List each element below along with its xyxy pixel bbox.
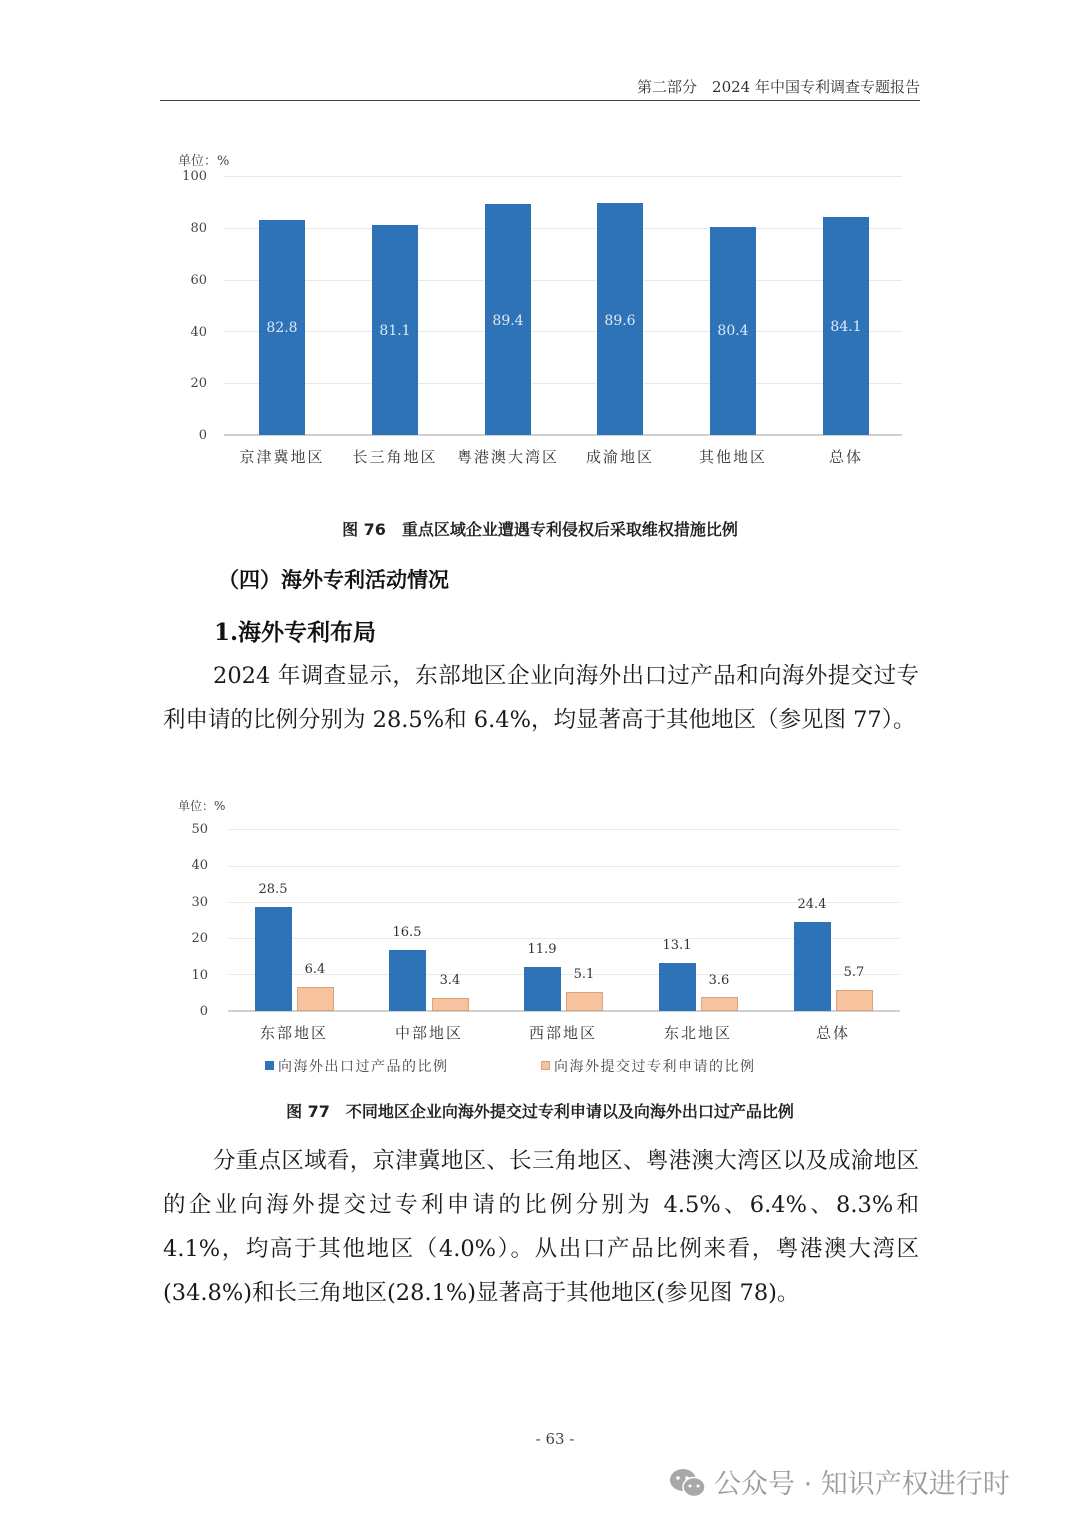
y-tick: 30 (191, 895, 208, 910)
bar-patent-total (836, 990, 873, 1011)
y-tick: 20 (191, 931, 208, 946)
bar-value-label: 24.4 (797, 897, 827, 912)
unit-label: 单位：% (178, 154, 230, 169)
header-title: 第二部分 2024 年中国专利调查专题报告 (637, 78, 920, 96)
legend-item-export (265, 1056, 449, 1076)
y-tick: 60 (190, 273, 207, 288)
subsection-heading: 1.海外专利布局 (214, 619, 377, 646)
bar-export-central (389, 950, 426, 1011)
x-category-label: 西部地区 (528, 1024, 597, 1042)
legend-label: 向海外出口过产品的比例 (278, 1059, 449, 1075)
bar-value-label: 28.5 (258, 882, 288, 897)
y-tick: 80 (190, 221, 207, 236)
x-category-label: 总体 (828, 448, 863, 466)
page-number: - 63 - (535, 1430, 575, 1448)
y-tick: 50 (191, 822, 208, 837)
bar-export-total (794, 922, 831, 1011)
bar-value-label: 6.4 (304, 962, 326, 977)
y-tick: 40 (191, 858, 208, 873)
x-category-label: 中部地区 (394, 1024, 463, 1042)
bar-value-label: 81.1 (379, 323, 411, 339)
watermark (668, 1462, 1010, 1501)
bar-value-label: 3.6 (708, 973, 730, 988)
bar-value-label: 11.9 (527, 942, 557, 957)
bar-value-label: 5.1 (573, 967, 595, 982)
section-heading: （四）海外专利活动情况 (218, 567, 449, 592)
x-category-label: 其他地区 (698, 448, 767, 466)
x-category-label: 长三角地区 (352, 448, 438, 466)
bar-export-east (255, 907, 292, 1011)
x-category-label: 成渝地区 (585, 448, 654, 466)
bar-value-label: 89.6 (604, 313, 636, 329)
y-tick: 20 (190, 376, 207, 391)
bar-patent-west (566, 992, 603, 1011)
watermark-text: 公众号 · 知识产权进行时 (714, 1469, 1010, 1500)
figure-76-caption: 图 76 重点区域企业遭遇专利侵权后采取维权措施比例 (342, 520, 738, 539)
legend-label: 向海外提交过专利申请的比例 (554, 1059, 756, 1075)
x-category-label: 京津冀地区 (239, 448, 325, 466)
bar-value-label: 13.1 (662, 938, 692, 953)
y-tick: 0 (199, 1004, 208, 1019)
bar-value-label: 80.4 (717, 323, 749, 339)
y-tick: 0 (198, 428, 207, 443)
y-tick: 10 (191, 968, 208, 983)
y-tick: 100 (182, 169, 207, 184)
gridline (228, 866, 900, 867)
x-category-label: 东部地区 (259, 1024, 328, 1042)
bar-export-west (524, 967, 561, 1011)
bar-value-label: 16.5 (392, 925, 422, 940)
x-category-label: 东北地区 (663, 1024, 732, 1042)
unit-label: 单位：% (178, 799, 226, 813)
bar-value-label: 3.4 (439, 973, 461, 988)
x-category-label: 粤港澳大湾区 (456, 448, 559, 466)
bar-patent-east (297, 987, 334, 1011)
bar-value-label: 89.4 (492, 313, 524, 329)
figure-77-caption: 图 77 不同地区企业向海外提交过专利申请以及向海外出口过产品比例 (286, 1102, 794, 1121)
paragraph: 2024 年调查显示，东部地区企业向海外出口过产品和向海外提交过专利申请的比例分别为 28.5%和 6.4%，均显著高于其他地区（参见图 77）。 (163, 663, 919, 733)
x-category-label: 总体 (815, 1024, 850, 1042)
gridline (228, 829, 900, 830)
bar-export-northeast (659, 963, 696, 1011)
wechat-icon (668, 1467, 708, 1499)
legend-item-patent (541, 1056, 756, 1076)
bar-value-label: 5.7 (843, 965, 865, 980)
bar-value-label: 82.8 (266, 320, 298, 336)
legend-swatch-peach (541, 1061, 550, 1070)
bar-patent-central (432, 998, 469, 1011)
legend-swatch-blue (265, 1061, 274, 1070)
y-tick: 40 (190, 325, 207, 340)
bar-patent-northeast (701, 997, 738, 1011)
paragraph: 分重点区域看，京津冀地区、长三角地区、粤港澳大湾区以及成渝地区的企业向海外提交过专利申请的比例分别为 4.5%、6.4%、8.3%和 4.1%，均高于其他地区（4.0%）。从出口产品比例来看，粤港澳大湾区(34.8%)和长三角地区(28.1%)显著高于其他地区(参见图 78)。 (163, 1148, 919, 1306)
bar-value-label: 84.1 (830, 319, 862, 335)
